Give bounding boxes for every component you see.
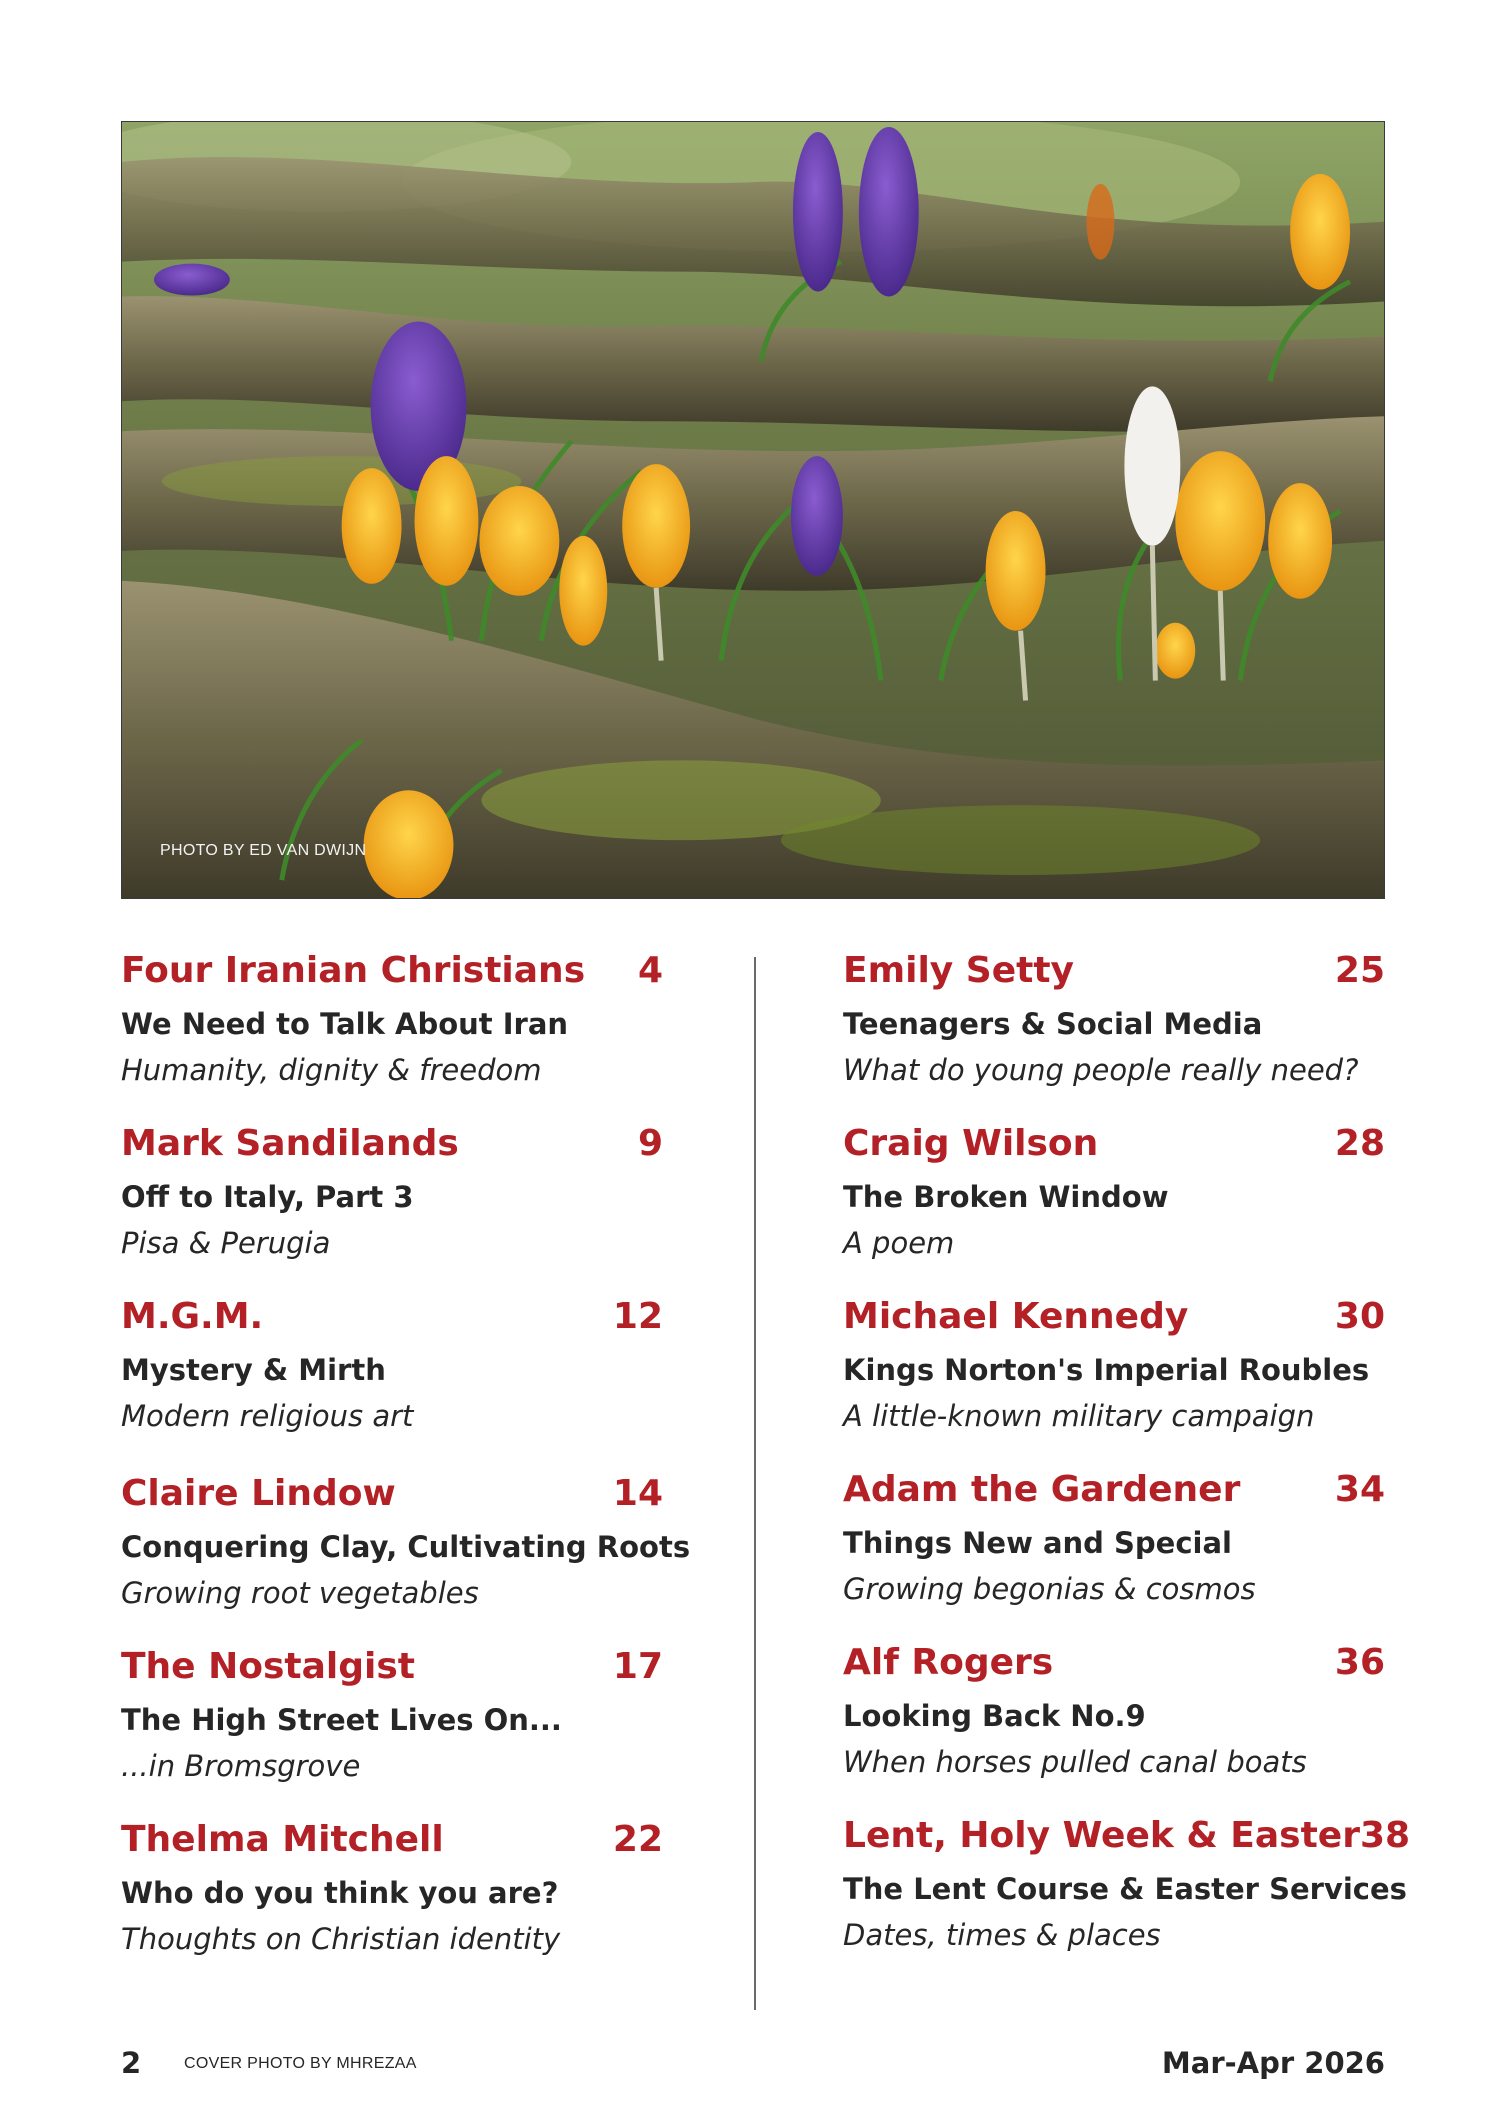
entry-author: Adam the Gardener <box>843 1469 1241 1510</box>
entry-title: Teenagers & Social Media <box>843 1007 1263 1041</box>
footer-page-number: 2 <box>121 2046 142 2080</box>
entry-page-number: 38 <box>1359 1815 1411 1856</box>
contents-left-column <box>121 950 691 1992</box>
entry-page-number: 9 <box>637 1123 663 1164</box>
entry-page-number: 25 <box>1334 950 1385 991</box>
entry-author: M.G.M. <box>121 1296 264 1337</box>
contents-entry[interactable] <box>843 1123 1385 1296</box>
entry-author: Claire Lindow <box>121 1473 396 1514</box>
entry-author: Lent, Holy Week & Easter <box>843 1815 1360 1856</box>
entry-title: Conquering Clay, Cultivating Roots <box>121 1530 691 1564</box>
contents-entry[interactable] <box>843 1296 1385 1469</box>
entry-subtitle: Humanity, dignity & freedom <box>121 1053 542 1087</box>
contents-right-column <box>843 950 1411 1988</box>
entry-author: Craig Wilson <box>843 1123 1099 1164</box>
entry-author: Thelma Mitchell <box>121 1819 444 1860</box>
entry-page-number: 30 <box>1334 1296 1385 1337</box>
contents-entry[interactable] <box>121 950 663 1123</box>
entry-author: Alf Rogers <box>843 1642 1054 1683</box>
entry-author: Emily Setty <box>843 950 1075 991</box>
entry-subtitle: Growing root vegetables <box>121 1576 479 1610</box>
entry-author: Michael Kennedy <box>843 1296 1189 1337</box>
contents-entry[interactable] <box>121 1819 663 1992</box>
entry-title: We Need to Talk About Iran <box>121 1007 569 1041</box>
entry-author: Four Iranian Christians <box>121 950 586 991</box>
entry-subtitle: A poem <box>843 1226 955 1260</box>
entry-title: Mystery & Mirth <box>121 1353 386 1387</box>
entry-subtitle: Modern religious art <box>121 1399 414 1433</box>
entry-page-number: 12 <box>612 1296 663 1337</box>
entry-subtitle: ...in Bromsgrove <box>121 1749 361 1783</box>
entry-subtitle: Dates, times & places <box>843 1918 1161 1952</box>
entry-subtitle: Thoughts on Christian identity <box>121 1922 561 1956</box>
entry-subtitle: When horses pulled canal boats <box>843 1745 1307 1779</box>
footer-issue-date: Mar-Apr 2026 <box>1161 2046 1385 2080</box>
crocus-photo-image <box>122 122 1384 898</box>
entry-title: Who do you think you are? <box>121 1876 559 1910</box>
contents-entry[interactable] <box>121 1123 663 1296</box>
entry-title: The Broken Window <box>843 1180 1169 1214</box>
contents-entry[interactable] <box>121 1646 663 1819</box>
entry-page-number: 34 <box>1334 1469 1385 1510</box>
contents-entry[interactable] <box>843 950 1385 1123</box>
crocus-photo <box>121 121 1385 899</box>
contents-entry[interactable] <box>121 1473 691 1646</box>
entry-page-number: 22 <box>612 1819 663 1860</box>
column-divider <box>754 957 756 2010</box>
photo-credit: PHOTO BY ED VAN DWIJN <box>160 842 367 859</box>
contents-entry[interactable] <box>843 1469 1385 1642</box>
entry-page-number: 36 <box>1334 1642 1385 1683</box>
entry-title: Things New and Special <box>843 1526 1232 1560</box>
entry-page-number: 4 <box>637 950 663 991</box>
contents-entry[interactable] <box>843 1642 1385 1815</box>
entry-page-number: 17 <box>612 1646 663 1687</box>
entry-title: The Lent Course & Easter Services <box>843 1872 1407 1906</box>
entry-title: Kings Norton's Imperial Roubles <box>843 1353 1370 1387</box>
entry-author: The Nostalgist <box>121 1646 416 1687</box>
entry-subtitle: Growing begonias & cosmos <box>843 1572 1256 1606</box>
entry-author: Mark Sandilands <box>121 1123 459 1164</box>
entry-page-number: 28 <box>1334 1123 1385 1164</box>
contents-entry[interactable] <box>121 1296 663 1473</box>
entry-title: Off to Italy, Part 3 <box>121 1180 414 1214</box>
contents-entry[interactable] <box>843 1815 1411 1988</box>
entry-page-number: 14 <box>612 1473 663 1514</box>
entry-subtitle: Pisa & Perugia <box>121 1226 331 1260</box>
footer-cover-credit: COVER PHOTO BY MHREZAA <box>184 2055 417 2072</box>
entry-subtitle: A little-known military campaign <box>843 1399 1315 1433</box>
entry-subtitle: What do young people really need? <box>843 1053 1359 1087</box>
entry-title: Looking Back No.9 <box>843 1699 1146 1733</box>
entry-title: The High Street Lives On... <box>121 1703 562 1737</box>
